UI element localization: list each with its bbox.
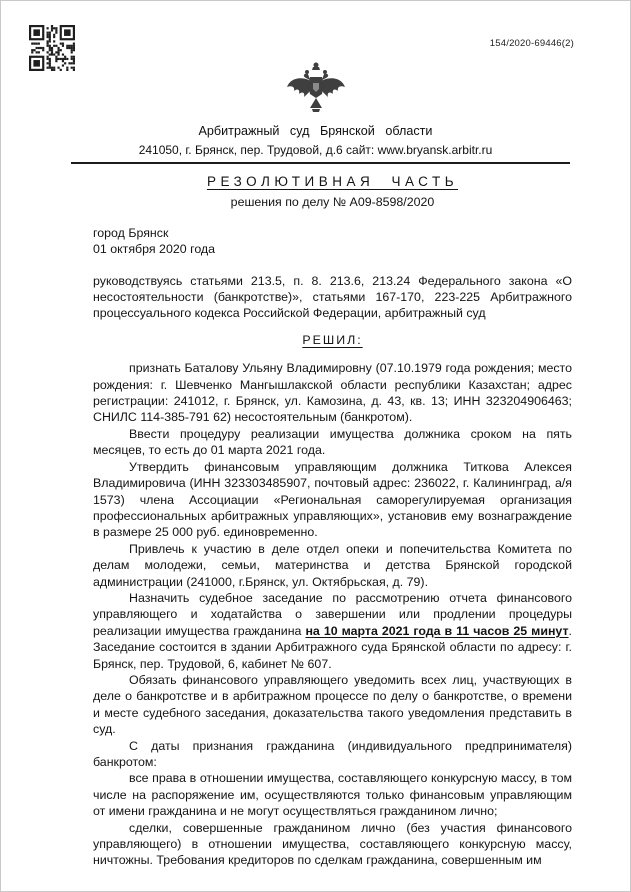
body-paragraph: Привлечь к участию в деле отдел опеки и попечительства Комитета по делам молодежи, семьи, материнства и детства Брянской городской администрации (241000, г.Брянск, ул. Октябрьская, д. 79). bbox=[93, 541, 572, 589]
body-paragraph: Обязать финансового управляющего уведомить всех лиц, участвующих в деле о банкротстве и в арбитражном процессе по делу о банкротстве, о времени и месте судебного заседания, доказательства такого уведомления представить в суд. bbox=[93, 672, 572, 737]
coat-of-arms-icon bbox=[1, 61, 630, 122]
body-paragraph: признать Баталову Ульяну Владимировну (07.10.1979 года рождения; место рождения: г. Шевченко Мангышлакской области республики Казахстан; адрес регистрации: 241012, г. Брянск, ул. Камозина, д. 43, кв. 13; ИНН 323204906463; СНИЛС 114-385-791 62) несостоятельным (банкротом). bbox=[93, 361, 572, 425]
city-line: город Брянск bbox=[93, 225, 169, 240]
hearing-text-before: Назначить судебное заседание по рассмотрению отчета финансового управляющего и ходатайства о завершении или продлении процедуры реализации имущества гражданина bbox=[93, 590, 572, 638]
body-paragraph: все права в отношении имущества, составляющего конкурсную массу, в том числе на распоряжение им, осуществляются только финансовым управляющим от имени гражданина и не могут осуществляться гражданином лично; bbox=[93, 771, 572, 819]
preamble-paragraph: руководствуясь статьями 213.5, п. 8. 213.6, 213.24 Федерального закона «О несостоятельности (банкротстве)», статьями 167-170, 223-225 Арбитражного процессуального кодекса Российской Федерации, арбитражный суд bbox=[93, 273, 572, 321]
document-registration-number: 154/2020-69446(2) bbox=[489, 38, 574, 49]
resolved-heading: РЕШИЛ: bbox=[302, 332, 363, 347]
document-body bbox=[93, 174, 572, 869]
body-paragraph: С даты признания гражданина (индивидуального предпринимателя) банкротом: bbox=[93, 738, 572, 769]
body-paragraph: сделки, совершенные гражданином лично (без участия финансового управляющего) в отношении имущества, составляющего конкурсную массу, ничтожны. Требования кредиторов по сделкам гражданина, совершенным им bbox=[93, 820, 572, 868]
body-paragraph: Утвердить финансовым управляющим должника Титкова Алексея Владимировича (ИНН 323303485907, почтовый адрес: 236022, г. Калининград, а/я 1573) члена Ассоциации «Региональная саморегулируемая организация профессиональных арбитражных управляющих», установив ему вознаграждение в размере 25 000 руб. единовременно. bbox=[93, 459, 572, 540]
court-name: Арбитражный суд Брянской области bbox=[198, 124, 433, 138]
case-number-line: решения по делу № А09-8598/2020 bbox=[230, 195, 435, 210]
document-title: РЕЗОЛЮТИВНАЯ ЧАСТЬ bbox=[206, 174, 459, 189]
body-paragraph: Ввести процедуру реализации имущества должника сроком на пять месяцев, то есть до 01 марта 2021 года. bbox=[93, 426, 572, 458]
court-address-and-site: 241050, г. Брянск, пер. Трудовой, д.6 сайт: www.bryansk.arbitr.ru bbox=[138, 143, 493, 157]
hearing-text-after: . Заседание состоится в здании Арбитражного суда Брянской области по адресу: г. Брянск, пер. Трудовой, 6, кабинет № 607. bbox=[93, 623, 572, 671]
place-and-date-block bbox=[93, 225, 572, 258]
body-paragraph-hearing bbox=[93, 590, 572, 672]
date-line: 01 октября 2020 года bbox=[93, 242, 216, 257]
document-title-block bbox=[93, 174, 572, 211]
hearing-datetime-emphasis: на 10 марта 2021 года в 11 часов 25 минут bbox=[305, 623, 569, 638]
header-rule bbox=[71, 162, 570, 164]
